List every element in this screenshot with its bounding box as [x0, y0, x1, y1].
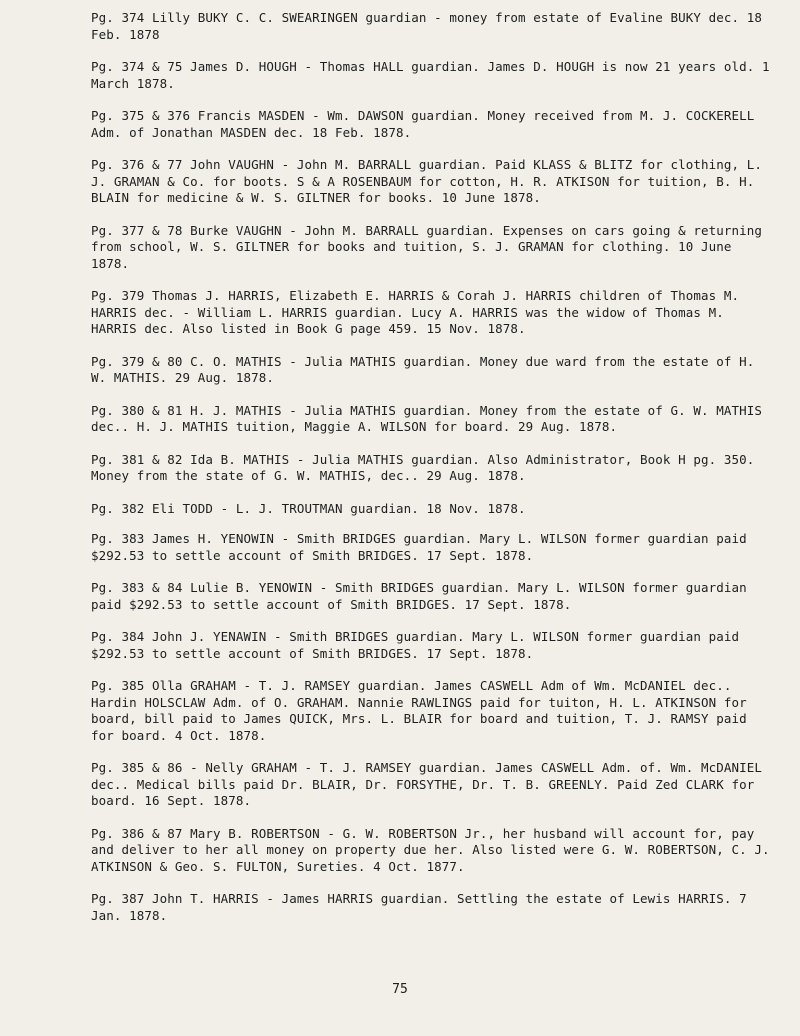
entry-pg-383: Pg. 383 James H. YENOWIN - Smith BRIDGES guardian. Mary L. WILSON former guardian paid $292.53 to settle account of Smith BRIDGES. 17 Sept. 1878.: [91, 531, 747, 563]
entry-pg-377-78: Pg. 377 & 78 Burke VAUGHN - John M. BARRALL guardian. Expenses on cars going & returning from school, W. S. GILTNER for books and tuition, S. J. GRAMAN for clothing. 10 June 1878.: [91, 222, 763, 271]
entry-pg-385: Pg. 385 Olla GRAHAM - T. J. RAMSEY guardian. James CASWELL Adm of Wm. McDANIEL dec.. Hardin HOLSCLAW Adm. of O. GRAHAM. Nannie RAWLINGS paid for tuiton, H. L. ATKINSON for board, bill paid to James QUICK, Mrs. L. BLAIR for board and tuition, T. J. RAMSY paid for board. 4 Oct. 1878.: [91, 678, 747, 743]
entry-pg-382: Pg. 382 Eli TODD - L. J. TROUTMAN guardian. 18 Nov. 1878.: [91, 500, 526, 516]
entry-pg-385-86: Pg. 385 & 86 - Nelly GRAHAM - T. J. RAMSEY guardian. James CASWELL Adm. of. Wm. McDANIEL dec.. Medical bills paid Dr. BLAIR, Dr. FORSYTHE, Dr. T. B. GREENLY. Paid Zed CLARK for board. 16 Sept. 1878.: [91, 760, 763, 808]
entry-pg-379-80: Pg. 379 & 80 C. O. MATHIS - Julia MATHIS guardian. Money due ward from the estate of H. W. MATHIS. 29 Aug. 1878.: [91, 353, 755, 385]
entry-pg-375-376: Pg. 375 & 376 Francis MASDEN - Wm. DAWSON guardian. Money received from M. J. COCKERELL Adm. of Jonathan MASDEN dec. 18 Feb. 1878.: [91, 108, 755, 140]
entry-pg-384: Pg. 384 John J. YENAWIN - Smith BRIDGES guardian. Mary L. WILSON former guardian paid $292.53 to settle account of Smith BRIDGES. 17 Sept. 1878.: [91, 629, 740, 661]
entry-pg-380-81: Pg. 380 & 81 H. J. MATHIS - Julia MATHIS guardian. Money from the estate of G. W. MATHIS dec.. H. J. MATHIS tuition, Maggie A. WILSON for board. 29 Aug. 1878.: [91, 402, 763, 434]
page-number: 75: [392, 982, 408, 997]
entry-pg-387: Pg. 387 John T. HARRIS - James HARRIS guardian. Settling the estate of Lewis HARRIS. 7 Jan. 1878.: [91, 891, 747, 923]
entry-pg-376-77: Pg. 376 & 77 John VAUGHN - John M. BARRALL guardian. Paid KLASS & BLITZ for clothing, L. J. GRAMAN & Co. for boots. S & A ROSENBAUM for cotton, H. R. ATKISON for tuition, B. H. BLAIN for medicine & W. S. GILTNER for books. 10 June 1878.: [91, 157, 763, 205]
entry-pg-374-75: Pg. 374 & 75 James D. HOUGH - Thomas HALL guardian. James D. HOUGH is now 21 years old. 1 March 1878.: [91, 59, 770, 91]
entry-pg-379: Pg. 379 Thomas J. HARRIS, Elizabeth E. HARRIS & Corah J. HARRIS children of Thomas M. HARRIS dec. - William L. HARRIS guardian. Lucy A. HARRIS was the widow of Thomas M. HARRIS dec. Also listed in Book G page 459. 15 Nov. 1878.: [91, 288, 740, 336]
entry-pg-381-82: Pg. 381 & 82 Ida B. MATHIS - Julia MATHIS guardian. Also Administrator, Book H pg. 350. Money from the state of G. W. MATHIS, dec.. 29 Aug. 1878.: [91, 451, 755, 483]
entry-pg-374: Pg. 374 Lilly BUKY C. C. SWEARINGEN guardian - money from estate of Evaline BUKY dec. 18 Feb. 1878: [91, 10, 763, 42]
entry-pg-386-87: Pg. 386 & 87 Mary B. ROBERTSON - G. W. ROBERTSON Jr., her husband will account for, pay and deliver to her all money on property due her. Also listed were G. W. ROBERTSON, C. J. ATKINSON & Geo. S. FULTON, Sureties. 4 Oct. 1877.: [91, 825, 770, 874]
entry-pg-383-84: Pg. 383 & 84 Lulie B. YENOWIN - Smith BRIDGES guardian. Mary L. WILSON former guardian paid $292.53 to settle account of Smith BRIDGES. 17 Sept. 1878.: [91, 580, 747, 612]
